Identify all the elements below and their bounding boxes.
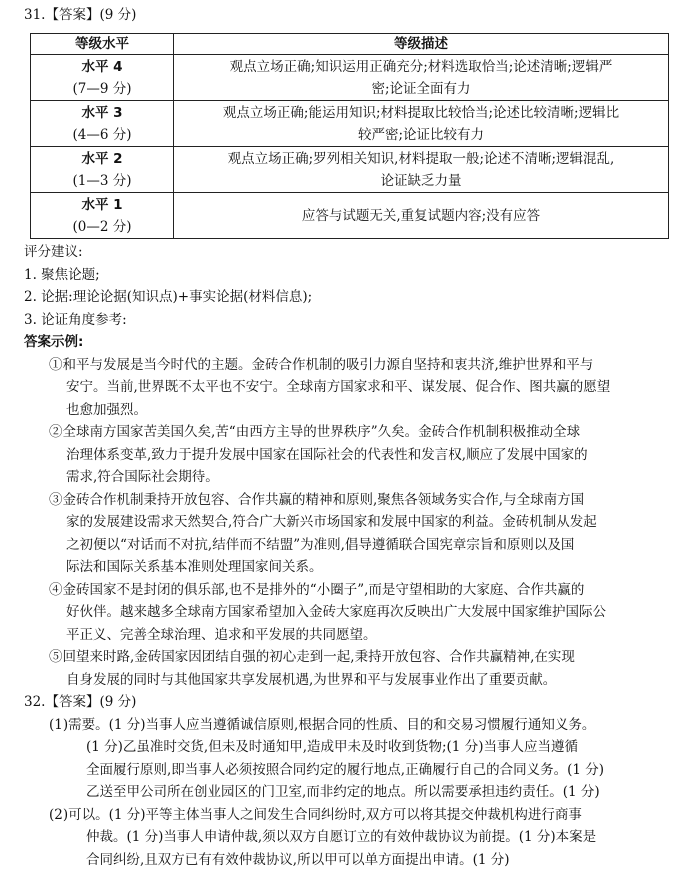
example-line: 之初便以“对话而不对抗,结伴而不结盟”为准则,倡导遵循联合国宪章宗旨和原则以及国 <box>66 537 575 553</box>
example-line: 自身发展的同时与其他国家共享发展机遇,为世界和平与发展事业作出了重要贡献。 <box>66 672 557 688</box>
table-row <box>31 55 669 101</box>
level-name: 水平 4 <box>81 58 123 75</box>
table-header-level: 等级水平 <box>31 34 174 55</box>
level-description: 应答与试题无关,重复试题内容;没有应答 <box>301 207 541 224</box>
table-row <box>31 193 669 239</box>
example-line: ③金砖合作机制秉持开放包容、合作共赢的精神和原则,聚焦各领域务实合作,与全球南方国 <box>49 492 585 508</box>
level-points: (7—9 分) <box>72 80 132 97</box>
example-line: 也愈加强烈。 <box>66 402 147 418</box>
example-line: ⑤回望来时路,金砖国家因团结自强的初心走到一起,秉持开放包容、合作共赢精神,在实现 <box>49 649 575 665</box>
level-description: 观点立场正确;罗列相关知识,材料提取一般;论述不清晰;逻辑混乱, <box>227 150 615 167</box>
q31-header: 31.【答案】(9 分) <box>24 7 137 23</box>
example-line: 好伙伴。越来越多全球南方国家希望加入金砖大家庭再次反映出广大发展中国家维护国际公 <box>66 604 606 620</box>
answer-line: (2)可以。(1 分)平等主体当事人之间发生合同纠纷时,双方可以将其提交仲裁机构进行商事 <box>49 807 582 823</box>
level-points: (1—3 分) <box>72 172 132 189</box>
level-points: (0—2 分) <box>72 218 132 235</box>
level-name: 水平 2 <box>81 150 123 167</box>
q32-header: 32.【答案】(9 分) <box>24 694 137 710</box>
answer-line: 合同纠纷,且双方已有有效仲裁协议,所以甲可以单方面提出申请。(1 分) <box>86 852 510 868</box>
example-line: ②全球南方国家苦美国久矣,苦“由西方主导的世界秩序”久矣。金砖合作机制积极推动全球 <box>49 424 581 440</box>
answer-line: 乙送至甲公司所在创业园区的门卫室,而非约定的地点。所以需要承担违约责任。(1 分) <box>86 784 600 800</box>
example-line: 安宁。当前,世界既不太平也不安宁。全球南方国家求和平、谋发展、促合作、图共赢的愿望 <box>66 379 611 395</box>
grading-table <box>30 33 669 239</box>
table-row <box>31 147 669 193</box>
level-description: 较严密;论证比较有力 <box>357 126 485 143</box>
level-points: (4—6 分) <box>72 126 132 143</box>
level-name: 水平 3 <box>81 104 123 121</box>
table-row <box>31 101 669 147</box>
level-description: 密;论证全面有力 <box>371 80 471 97</box>
table-header-description: 等级描述 <box>174 34 669 55</box>
example-line: 需求,符合国际社会期待。 <box>66 469 219 485</box>
level-name: 水平 1 <box>81 196 123 213</box>
example-line: ①和平与发展是当今时代的主题。金砖合作机制的吸引力源自坚持和衷共济,维护世界和平与 <box>49 357 594 373</box>
answer-line: 全面履行原则,即当事人必须按照合同约定的履行地点,正确履行自己的合同义务。(1 分) <box>86 762 604 778</box>
advice-title: 评分建议: <box>24 244 83 260</box>
example-title: 答案示例: <box>24 334 84 350</box>
level-description: 观点立场正确;能运用知识;材料提取比较恰当;论述比较清晰;逻辑比 <box>222 104 620 121</box>
example-line: ④金砖国家不是封闭的俱乐部,也不是排外的“小圈子”,而是守望相助的大家庭、合作共赢的 <box>49 582 585 598</box>
advice-item: 3. 论证角度参考: <box>24 312 127 328</box>
advice-item: 2. 论据:理论论据(知识点)+事实论据(材料信息); <box>24 289 313 305</box>
example-line: 家的发展建设需求天然契合,符合广大新兴市场国家和发展中国家的利益。金砖机制从发起 <box>66 514 597 530</box>
answer-line: (1 分)乙虽准时交货,但未及时通知甲,造成甲未及时收到货物;(1 分)当事人应当遵循 <box>86 739 578 755</box>
example-line: 治理体系变革,致力于提升发展中国家在国际社会的代表性和发言权,顺应了发展中国家的 <box>66 447 588 463</box>
advice-item: 1. 聚焦论题; <box>24 267 100 283</box>
answer-line: 仲裁。(1 分)当事人申请仲裁,须以双方自愿订立的有效仲裁协议为前提。(1 分)本案是 <box>86 829 597 845</box>
level-description: 观点立场正确;知识运用正确充分;材料选取恰当;论述清晰;逻辑严 <box>229 58 613 75</box>
level-description: 论证缺乏力量 <box>380 172 462 189</box>
example-line: 际法和国际关系基本准则处理国家间关系。 <box>66 559 323 575</box>
answer-line: (1)需要。(1 分)当事人应当遵循诚信原则,根据合同的性质、目的和交易习惯履行通知义务。 <box>49 717 596 733</box>
example-line: 平正义、完善全球治理、追求和平发展的共同愿望。 <box>66 627 377 643</box>
